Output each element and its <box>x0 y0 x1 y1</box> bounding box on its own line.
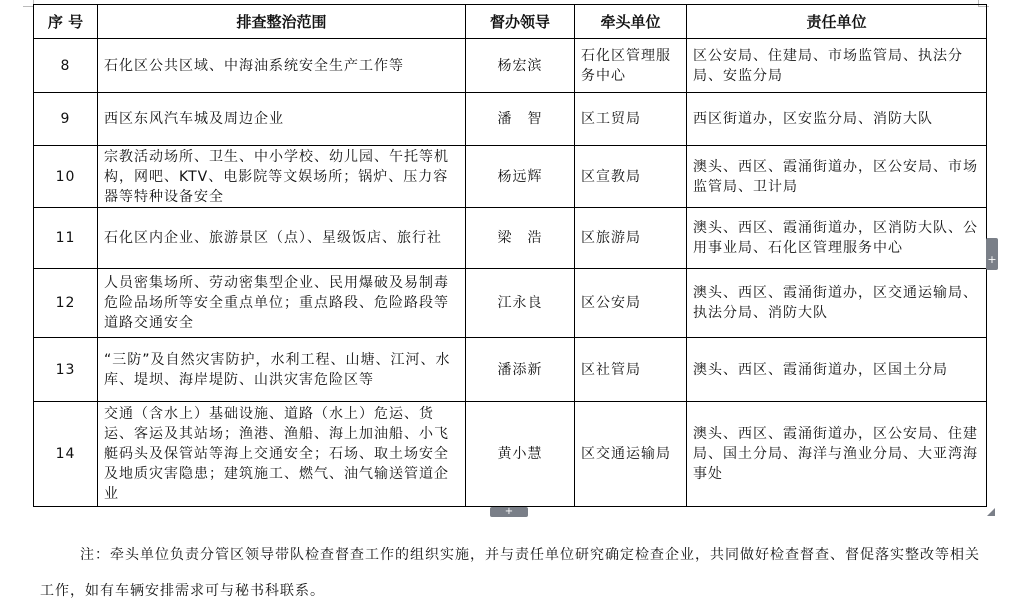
row-resp-units: 澳头、西区、霞涌街道办，区公安局、市场监管局、卫计局 <box>687 146 987 208</box>
row-resp-units: 澳头、西区、霞涌街道办，区消防大队、公用事业局、石化区管理服务中心 <box>687 208 987 269</box>
row-scope: 交通（含水上）基础设施、道路（水上）危运、货运、客运及其站场；渔港、渔船、海上加油船、小飞艇码头及保管站等海上交通安全；石场、取土场安全及地质灾害隐患；建筑施工、燃气、油气输送管道企业 <box>98 402 466 507</box>
header-resp-units: 责任单位 <box>687 5 987 39</box>
table-row <box>34 208 987 269</box>
table-row <box>34 338 987 402</box>
row-scope: 宗教活动场所、卫生、中小学校、幼儿园、午托等机构，网吧、KTV、电影院等文娱场所；锅炉、压力容器等特种设备安全 <box>98 146 466 208</box>
row-lead-unit: 区旅游局 <box>575 208 687 269</box>
row-resp-units: 澳头、西区、霞涌街道办，区国土分局 <box>687 338 987 402</box>
table-resize-handle[interactable] <box>987 508 995 516</box>
row-number: 10 <box>34 146 98 208</box>
row-number: 8 <box>34 39 98 93</box>
row-number: 13 <box>34 338 98 402</box>
row-leader: 黄小慧 <box>466 402 575 507</box>
table-row <box>34 93 987 146</box>
row-number: 14 <box>34 402 98 507</box>
header-no: 序 号 <box>34 5 98 39</box>
table-row <box>34 269 987 338</box>
add-row-button[interactable]: + <box>490 507 528 517</box>
row-number: 9 <box>34 93 98 146</box>
row-lead-unit: 区社管局 <box>575 338 687 402</box>
row-scope: 石化区内企业、旅游景区（点）、星级饭店、旅行社 <box>98 208 466 269</box>
row-scope: 人员密集场所、劳动密集型企业、民用爆破及易制毒危险品场所等安全重点单位；重点路段、危险路段等道路交通安全 <box>98 269 466 338</box>
table-row <box>34 39 987 93</box>
footnote: 注：牵头单位负责分管区领导带队检查督查工作的组织实施，并与责任单位研究确定检查企业，共同做好检查督查、督促落实整改等相关工作，如有车辆安排需求可与秘书科联系。 <box>40 547 980 599</box>
row-lead-unit: 区交通运输局 <box>575 402 687 507</box>
row-lead-unit: 石化区管理服务中心 <box>575 39 687 93</box>
add-column-button[interactable]: + <box>986 238 998 270</box>
header-lead-unit: 牵头单位 <box>575 5 687 39</box>
row-scope: “三防”及自然灾害防护，水利工程、山塘、江河、水库、堤坝、海岸堤防、山洪灾害危险区等 <box>98 338 466 402</box>
inspection-table <box>33 4 987 507</box>
row-number: 11 <box>34 208 98 269</box>
table-header-row <box>34 5 987 39</box>
row-leader: 梁 浩 <box>466 208 575 269</box>
row-resp-units: 区公安局、住建局、市场监管局、执法分局、安监分局 <box>687 39 987 93</box>
row-leader: 潘 智 <box>466 93 575 146</box>
row-leader: 潘添新 <box>466 338 575 402</box>
table-row <box>34 146 987 208</box>
row-lead-unit: 区宣教局 <box>575 146 687 208</box>
row-scope: 西区东风汽车城及周边企业 <box>98 93 466 146</box>
row-leader: 杨宏滨 <box>466 39 575 93</box>
row-resp-units: 澳头、西区、霞涌街道办，区公安局、住建局、国土分局、海洋与渔业分局、大亚湾海事处 <box>687 402 987 507</box>
header-scope: 排查整治范围 <box>98 5 466 39</box>
header-leader: 督办领导 <box>466 5 575 39</box>
table-row <box>34 402 987 507</box>
row-scope: 石化区公共区域、中海油系统安全生产工作等 <box>98 39 466 93</box>
row-lead-unit: 区工贸局 <box>575 93 687 146</box>
row-resp-units: 西区街道办，区安监分局、消防大队 <box>687 93 987 146</box>
row-leader: 江永良 <box>466 269 575 338</box>
row-resp-units: 澳头、西区、霞涌街道办，区交通运输局、执法分局、消防大队 <box>687 269 987 338</box>
row-number: 12 <box>34 269 98 338</box>
row-lead-unit: 区公安局 <box>575 269 687 338</box>
row-leader: 杨远辉 <box>466 146 575 208</box>
